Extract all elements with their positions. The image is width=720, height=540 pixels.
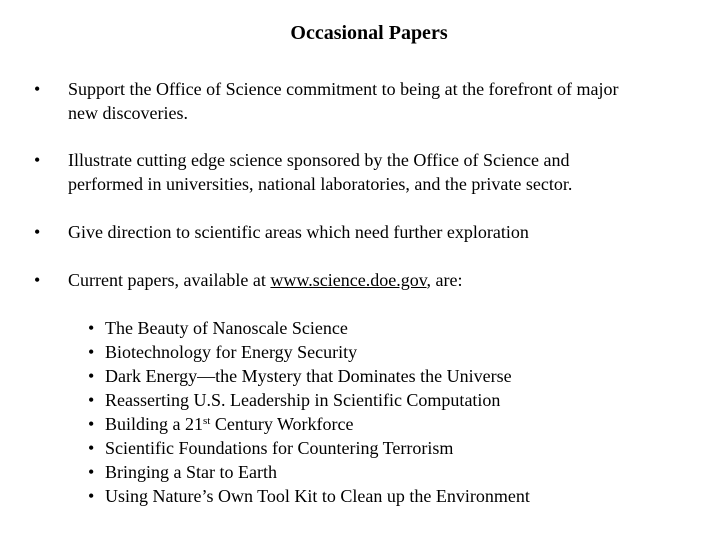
bullet-item <box>34 77 697 125</box>
bullet-dot: • <box>88 342 95 362</box>
list-item <box>88 388 688 412</box>
bullet-dot: • <box>34 150 41 170</box>
bullet-dot: • <box>88 486 95 506</box>
paper-title: Bringing a Star to Earth <box>105 462 277 482</box>
list-item <box>88 364 688 388</box>
bullet-item <box>34 268 697 292</box>
bullet-item <box>34 148 697 196</box>
bullet-dot: • <box>88 366 95 386</box>
bullet-item <box>34 220 697 244</box>
paper-title: Scientific Foundations for Countering Terrorism <box>105 438 454 458</box>
list-item <box>88 484 688 508</box>
bullet-text: Illustrate cutting edge science sponsored by the Office of Science and performed in universities, national laboratories, and the private sector. <box>68 150 573 194</box>
paper-title: The Beauty of Nanoscale Science <box>105 318 348 338</box>
bullet-dot: • <box>88 390 95 410</box>
list-item <box>88 460 688 484</box>
paper-title: Reasserting U.S. Leadership in Scientific Computation <box>105 390 501 410</box>
bullet-text: Give direction to scientific areas which need further exploration <box>68 222 529 242</box>
list-item <box>88 412 688 436</box>
papers-list <box>88 316 688 508</box>
bullet-text: Support the Office of Science commitment to being at the forefront of major new discoveries. <box>68 79 619 123</box>
list-item <box>88 316 688 340</box>
list-item <box>88 436 688 460</box>
list-item <box>88 340 688 364</box>
bullet-text: Current papers, available at www.science.doe.gov, are: <box>68 270 463 290</box>
bullet-dot: • <box>88 318 95 338</box>
bullet-dot: • <box>34 270 41 290</box>
bullet-dot: • <box>34 79 41 99</box>
bullet-dot: • <box>88 462 95 482</box>
page-title: Occasional Papers <box>290 22 448 44</box>
paper-title: Building a 21st Century Workforce <box>105 414 354 434</box>
science-doe-link[interactable]: www.science.doe.gov <box>270 270 427 290</box>
bullet-dot: • <box>88 414 95 434</box>
paper-title: Biotechnology for Energy Security <box>105 342 358 362</box>
paper-title: Dark Energy—the Mystery that Dominates the Universe <box>105 366 512 386</box>
bullet-dot: • <box>88 438 95 458</box>
bullet-dot: • <box>34 222 41 242</box>
paper-title: Using Nature’s Own Tool Kit to Clean up the Environment <box>105 486 530 506</box>
